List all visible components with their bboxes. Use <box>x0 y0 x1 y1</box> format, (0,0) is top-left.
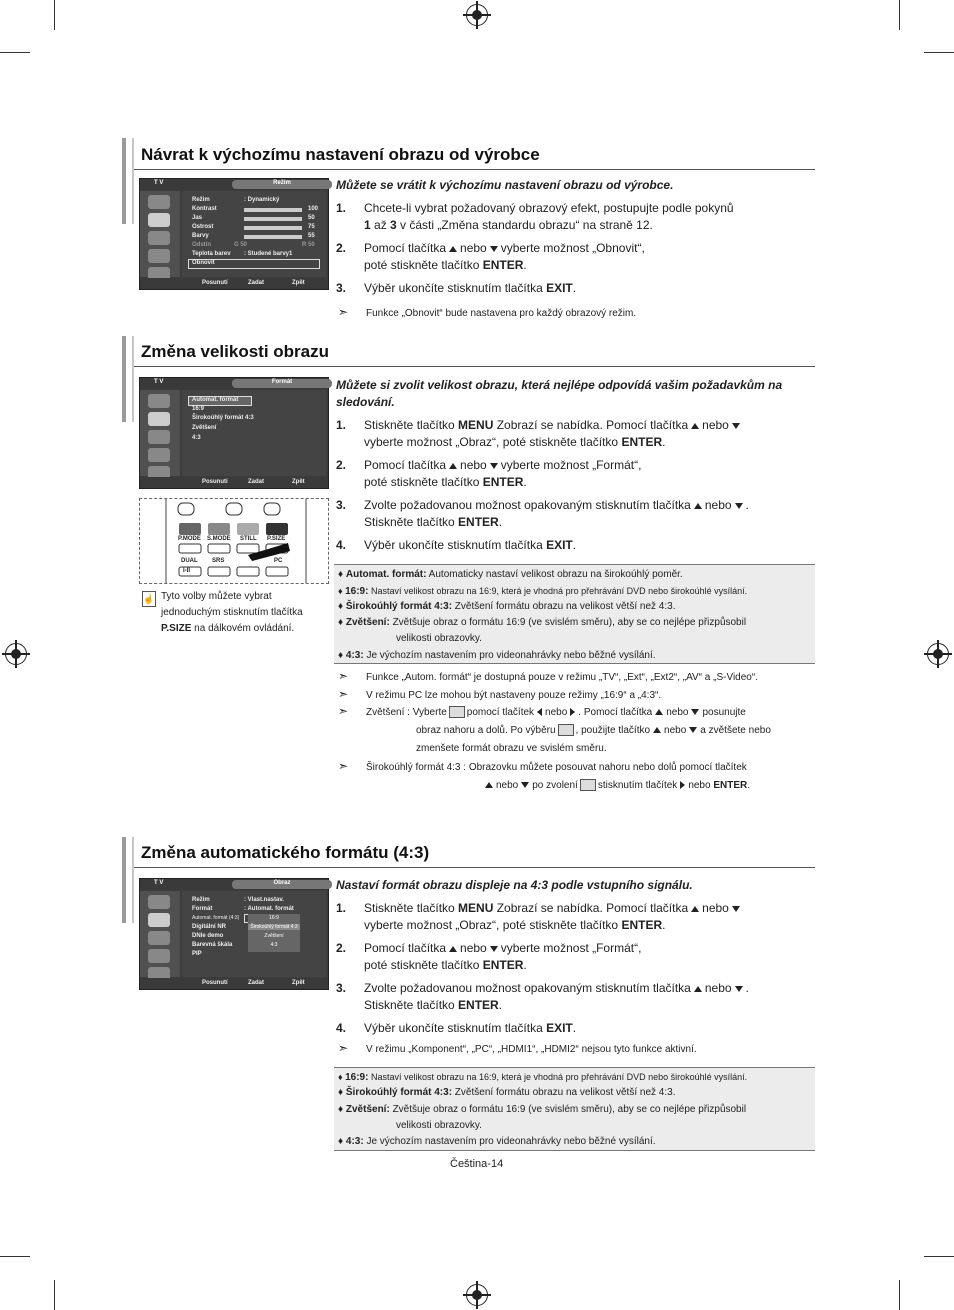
menu-button-icon <box>449 706 465 718</box>
arrow-right-icon <box>570 708 575 716</box>
crop-mark <box>924 52 954 53</box>
registration-mark-icon <box>927 643 949 665</box>
menu-button-icon <box>558 724 574 736</box>
tv-menu-screen: T V Režim Režim : Dynamický Kontrast 100 Jas 50 Ostrost 75 Barvy 55 Odstín G 50 R 50 Teplota barev : Studené barvy1 Obnovit Posunutí Zadat Zpět <box>139 178 329 290</box>
section-accent-bar <box>122 138 126 224</box>
note-arrow-icon: ➣ <box>338 704 349 718</box>
picture-icon <box>148 412 170 426</box>
input-icon <box>148 895 170 909</box>
section-accent-bar <box>122 336 126 422</box>
picture-icon <box>148 913 170 927</box>
options-box: ♦ Automat. formát: Automaticky nastaví velikost obrazu na širokoúhlý poměr. ♦ 16:9: Nastaví velikost obrazu na 16:9, která je vhodná pro přehrávání DVD nebo širokoúhlé vysílání. ♦ Širokoúhlý formát 4:3: Zvětšení formátu obrazu na velikost větší než 4:3. ♦ Zvětšení: Zvětšuje obraz o formátu 16:9 (ve svislém směru), aby se co nejlépe přizpůsobil velikosti obrazovky. ♦ 4:3: Je výchozím nastavením pro videonahrávky nebo běžné vysílání. <box>334 564 815 664</box>
section-rule <box>134 169 815 170</box>
section-accent-bar <box>132 837 134 923</box>
crop-mark <box>899 0 900 30</box>
crop-mark <box>54 0 55 30</box>
note-arrow-icon: ➣ <box>338 669 349 683</box>
arrow-up-icon <box>694 986 702 992</box>
step-item: 1. Stiskněte tlačítko MENU Zobrazí se nabídka. Pomocí tlačítka nebo vyberte možnost „Obraz“, poté stiskněte tlačítko ENTER. <box>336 900 806 934</box>
arrow-down-icon <box>490 246 498 252</box>
note-item: ➣ V režimu „Komponent“, „PC“, „HDMI1“, „HDMI2“ nejsou tyto funkce aktivní. <box>338 1041 697 1055</box>
step-item: 2. Pomocí tlačítka nebo vyberte možnost „Formát“, poté stiskněte tlačítko ENTER. <box>336 458 642 489</box>
tv-menu-screen: T V Formát Automat. formát 16:9 Širokoúhlý formát 4:3 Zvětšení 4:3 Posunutí Zadat Zpět <box>139 377 329 489</box>
channel-icon <box>148 949 170 963</box>
remote-tip: Tyto volby můžete vybrat jednoduchým stisknutím tlačítka P.SIZE na dálkovém ovládání. <box>161 591 303 634</box>
registration-mark-icon <box>5 643 27 665</box>
section-accent-bar <box>132 138 134 224</box>
crop-mark <box>54 1280 55 1310</box>
step-item: 1. Stiskněte tlačítko MENU Zobrazí se nabídka. Pomocí tlačítka nebo vyberte možnost „Obraz“, poté stiskněte tlačítko ENTER. <box>336 417 806 451</box>
step-item: 1. Chcete-li vybrat požadovaný obrazový efekt, postupujte podle pokynů 1 až 3 v části „Změna standardu obrazu“ na straně 12. <box>336 201 734 232</box>
arrow-up-icon <box>655 709 663 715</box>
remote-control-image: P.MODE S.MODE STILL P.SIZE DUAL SRS PC I-II <box>139 498 329 584</box>
step-item: 3. Zvolte požadovanou možnost opakovaným stisknutím tlačítka nebo . Stiskněte tlačítko ENTER. <box>336 981 749 1012</box>
note-arrow-icon: ➣ <box>338 687 349 701</box>
note-item: ➣ V režimu PC lze mohou být nastaveny pouze režimy „16:9“ a „4:3“. <box>338 687 662 701</box>
step-item: 4. Výběr ukončíte stisknutím tlačítka EXIT. <box>336 538 577 552</box>
section-accent-bar <box>132 336 134 422</box>
slider-bar <box>244 217 302 221</box>
step-item: 3. Výběr ukončíte stisknutím tlačítka EXIT. <box>336 281 577 295</box>
note-item: ➣ Funkce „Obnovit“ bude nastavena pro každý obrazový režim. <box>338 305 637 319</box>
arrow-down-icon <box>735 986 743 992</box>
note-item: ➣ Zvětšení : Vyberte pomocí tlačítek nebo . Pomocí tlačítka nebo posunujte obraz nahoru a dolů. Po výběru , použijte tlačítko nebo a zvětšete nebo zmenšete formát obrazu ve svislém směru. <box>338 704 771 754</box>
channel-icon <box>148 249 170 263</box>
slider-bar <box>244 226 302 230</box>
arrow-down-icon <box>732 423 740 429</box>
section-title: Návrat k výchozímu nastavení obrazu od výrobce <box>141 145 540 164</box>
note-arrow-icon: ➣ <box>338 305 349 319</box>
step-item: 2. Pomocí tlačítka nebo vyberte možnost „Formát“, poté stiskněte tlačítko ENTER. <box>336 941 642 972</box>
arrow-down-icon <box>689 727 697 733</box>
registration-mark-icon <box>466 4 488 26</box>
slider-bar <box>244 235 302 239</box>
crop-mark <box>899 1280 900 1310</box>
arrow-up-icon <box>449 463 457 469</box>
sound-icon <box>148 430 170 444</box>
arrow-up-icon <box>653 727 661 733</box>
step-item: 2. Pomocí tlačítka nebo vyberte možnost „Obnovit“, poté stiskněte tlačítko ENTER. <box>336 241 645 272</box>
section-intro: Můžete si zvolit velikost obrazu, která nejlépe odpovídá vašim požadavkům na sledování. <box>336 378 783 409</box>
note-arrow-icon: ➣ <box>338 759 349 773</box>
arrow-down-icon <box>732 906 740 912</box>
section-accent-bar <box>122 837 126 923</box>
sound-icon <box>148 931 170 945</box>
arrow-up-icon <box>694 503 702 509</box>
section-intro: Můžete se vrátit k výchozímu nastavení obrazu od výrobce. <box>336 178 674 192</box>
tv-menu-screen: T V Obraz Režim : Vlast.nastav. Formát : Automat. formát Automat. formát (4:3) Digitální NR DNIe demo Barevná škála PIP 16:9 Širokoúhlý formát 4:3 Zvětšení 4:3 Posunutí Zadat Zpět <box>139 878 329 990</box>
arrow-up-icon <box>449 946 457 952</box>
arrow-up-icon <box>691 906 699 912</box>
format-dropdown: 16:9 Širokoúhlý formát 4:3 Zvětšení 4:3 <box>248 914 300 952</box>
page-number: Čeština-14 <box>450 1158 504 1170</box>
arrow-up-icon <box>449 246 457 252</box>
section-intro: Nastaví formát obrazu displeje na 4:3 podle vstupního signálu. <box>336 878 693 892</box>
note-item: ➣ Funkce „Autom. formát“ je dostupná pouze v režimu „TV“, „Ext“, „Ext2“, „AV“ a „S-Video“. <box>338 669 758 683</box>
sound-icon <box>148 231 170 245</box>
registration-mark-icon <box>466 1284 488 1306</box>
options-box: ♦ 16:9: Nastaví velikost obrazu na 16:9, která je vhodná pro přehrávání DVD nebo širokoúhlé vysílání. ♦ Širokoúhlý formát 4:3: Zvětšení formátu obrazu na velikost větší než 4:3. ♦ Zvětšení: Zvětšuje obraz o formátu 16:9 (ve svislém směru), aby se co nejlépe přizpůsobil velikosti obrazovky. ♦ 4:3: Je výchozím nastavením pro videonahrávky nebo běžné vysílání. <box>334 1067 815 1151</box>
input-icon <box>148 394 170 408</box>
menu-button-icon <box>580 779 596 791</box>
channel-icon <box>148 448 170 462</box>
arrow-up-icon <box>485 782 493 788</box>
arrow-down-icon <box>521 782 529 788</box>
arrow-up-icon <box>691 423 699 429</box>
arrow-down-icon <box>490 946 498 952</box>
input-icon <box>148 195 170 209</box>
picture-icon <box>148 213 170 227</box>
step-item: 4. Výběr ukončíte stisknutím tlačítka EXIT. <box>336 1021 577 1035</box>
section-title: Změna automatického formátu (4:3) <box>141 843 430 862</box>
arrow-down-icon <box>490 463 498 469</box>
note-arrow-icon: ➣ <box>338 1041 349 1055</box>
slider-bar <box>244 208 302 212</box>
crop-mark <box>924 1256 954 1257</box>
arrow-right-icon <box>680 781 685 789</box>
crop-mark <box>0 52 30 53</box>
crop-mark <box>0 1256 30 1257</box>
arrow-down-icon <box>691 709 699 715</box>
arrow-left-icon <box>537 708 542 716</box>
arrow-down-icon <box>735 503 743 509</box>
step-item: 3. Zvolte požadovanou možnost opakovaným stisknutím tlačítka nebo . Stiskněte tlačítko ENTER. <box>336 498 749 529</box>
section-rule <box>134 366 815 367</box>
hand-tip-icon: ☝ <box>142 591 156 607</box>
section-rule <box>134 867 815 868</box>
section-title: Změna velikosti obrazu <box>141 342 329 361</box>
note-item: ➣ Širokoúhlý formát 4:3 : Obrazovku můžete posouvat nahoru nebo dolů pomocí tlačítek nebo po zvolení stisknutím tlačítek nebo ENTER. <box>338 759 751 791</box>
